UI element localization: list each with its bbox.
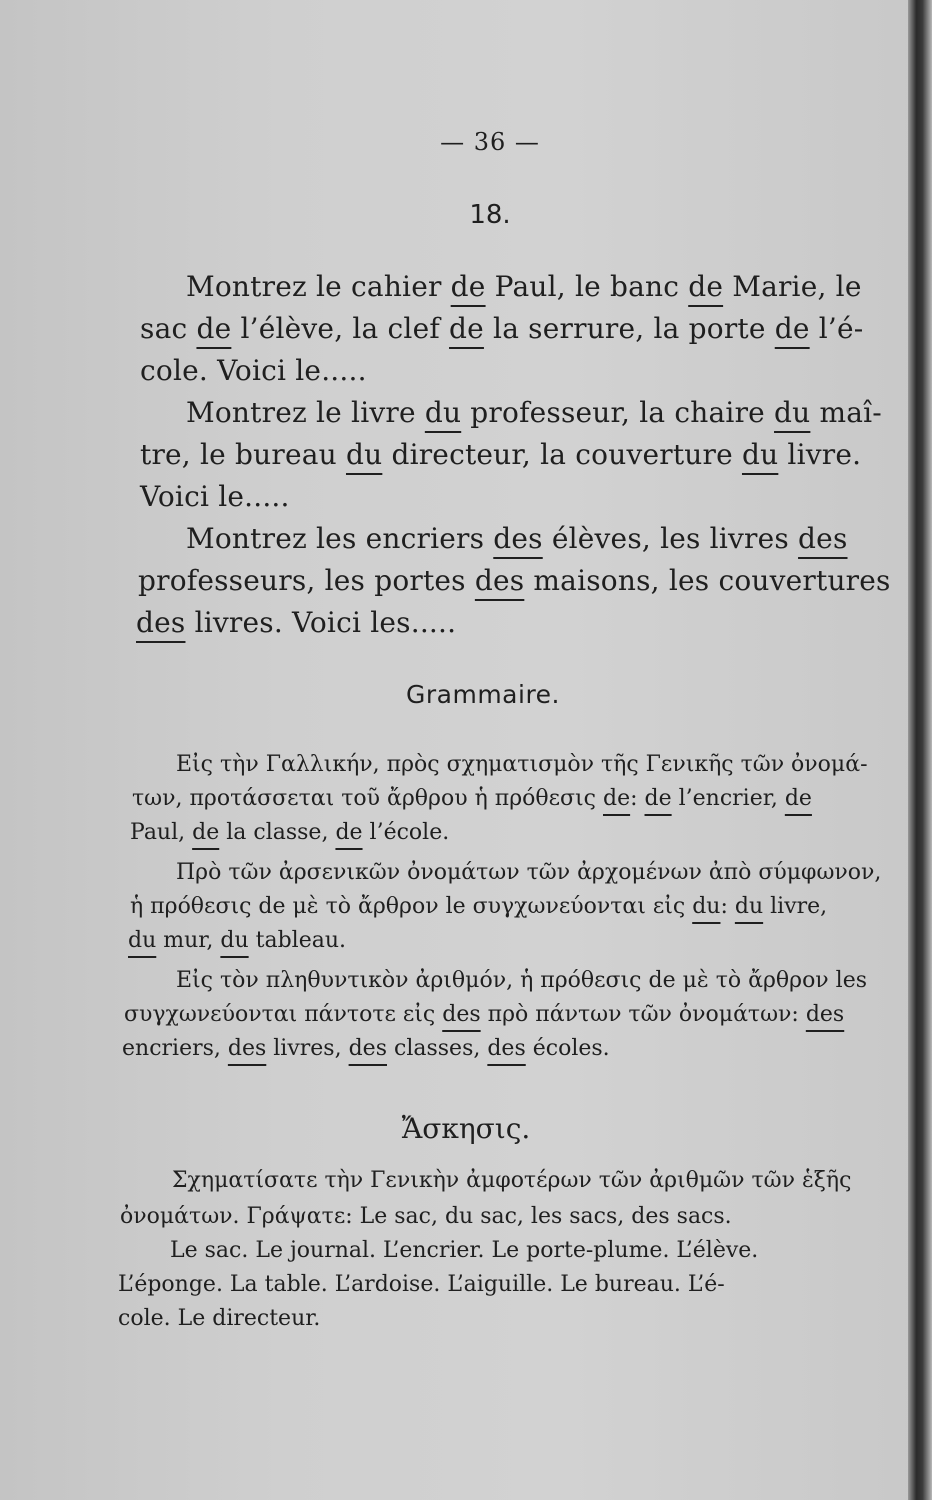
page-number: — 36 — <box>440 128 540 156</box>
text-run: l’élève, la clef <box>231 312 450 345</box>
text-run: : <box>720 894 735 919</box>
text-run: Marie, le <box>723 270 862 303</box>
text-line: cole. Le directeur. <box>118 1306 321 1331</box>
text-line <box>124 1002 844 1027</box>
text-run: tre, le bureau <box>140 438 346 471</box>
text-line: Εἰς τὴν Γαλλικήν, πρὸς σχηματισμὸν τῆς Γενικῆς τῶν ὀνομά- <box>176 752 868 777</box>
text-run: classes, <box>387 1036 488 1061</box>
text-run: écoles. <box>525 1036 610 1061</box>
text-run: livre, <box>763 894 828 919</box>
underlined-preposition: de <box>774 312 810 345</box>
underlined-preposition: de <box>335 820 363 845</box>
text-run: : <box>630 786 645 811</box>
underlined-preposition: des <box>493 522 543 555</box>
text-line <box>132 786 812 811</box>
underlined-preposition: de <box>688 270 724 303</box>
underlined-preposition: du <box>345 438 383 471</box>
underlined-preposition: du <box>424 396 462 429</box>
exercise-heading: Ἄσκησις. <box>401 1112 531 1145</box>
underlined-preposition: de <box>784 786 812 811</box>
text-line <box>136 606 456 639</box>
text-run: la serrure, la porte <box>483 312 775 345</box>
text-run: directeur, la couverture <box>382 438 742 471</box>
underlined-preposition: des <box>805 1002 845 1027</box>
text-line <box>130 894 827 919</box>
text-run: livre. <box>778 438 862 471</box>
text-run: πρὸ πάντων τῶν ὀνομάτων: <box>480 1002 806 1027</box>
text-run: l’encrier, <box>671 786 785 811</box>
text-line <box>140 312 863 345</box>
text-run: maisons, les couvertures <box>524 564 891 597</box>
text-line: Σχηματίσατε τὴν Γενικὴν ἀμφοτέρων τῶν ἀριθμῶν τῶν ἑξῆς <box>172 1168 852 1193</box>
underlined-preposition: des <box>474 564 525 597</box>
lesson-number: 18. <box>469 200 511 230</box>
text-line: cole. Voici le..... <box>140 354 367 387</box>
underlined-preposition: des <box>348 1036 387 1061</box>
text-run: Montrez les encriers <box>186 522 494 555</box>
underlined-preposition: de <box>603 786 631 811</box>
text-run: mur, <box>156 928 221 953</box>
text-run: professeurs, les portes <box>138 564 475 597</box>
text-run: maî- <box>810 396 882 429</box>
text-line <box>186 396 882 429</box>
underlined-preposition: des <box>798 522 848 555</box>
text-line <box>140 438 861 471</box>
text-line <box>138 564 891 597</box>
text-line <box>128 928 346 953</box>
text-run: livres. Voici les..... <box>185 606 457 639</box>
underlined-preposition: de <box>196 312 232 345</box>
text-line: Πρὸ τῶν ἀρσενικῶν ὀνομάτων τῶν ἀρχομένων ἀπὸ σύμφωνον, <box>176 860 882 885</box>
underlined-preposition: des <box>442 1002 481 1027</box>
underlined-preposition: des <box>487 1036 526 1061</box>
underlined-preposition: de <box>450 270 486 303</box>
underlined-preposition: du <box>741 438 779 471</box>
grammar-heading: Grammaire. <box>406 680 560 709</box>
text-run: l’é- <box>809 312 864 345</box>
text-line <box>186 270 862 303</box>
underlined-preposition: du <box>128 928 157 953</box>
text-run: Montrez le livre <box>186 396 425 429</box>
underlined-preposition: des <box>136 606 186 639</box>
underlined-preposition: du <box>692 894 721 919</box>
text-run: Paul, le banc <box>485 270 689 303</box>
underlined-preposition: de <box>644 786 672 811</box>
text-line: ὀνομάτων. Γράψατε: Le sac, du sac, les sacs, des sacs. <box>120 1204 732 1229</box>
text-run: ἡ πρόθεσις de μὲ τὸ ἄρθρον le συγχωνεύονται εἰς <box>130 894 693 919</box>
text-line: Εἰς τὸν πληθυντικὸν ἀριθμόν, ἡ πρόθεσις de μὲ τὸ ἄρθρον les <box>176 968 868 993</box>
text-run: Montrez le cahier <box>186 270 451 303</box>
text-run: professeur, la chaire <box>461 396 775 429</box>
underlined-preposition: du <box>774 396 811 429</box>
text-line: Le sac. Le journal. L’encrier. Le porte-plume. L’élève. <box>170 1238 759 1263</box>
underlined-preposition: du <box>220 928 249 953</box>
text-run: encriers, <box>122 1036 228 1061</box>
text-run: l’école. <box>362 820 450 845</box>
underlined-preposition: du <box>734 894 764 919</box>
text-run: συγχωνεύονται πάντοτε εἰς <box>124 1002 443 1027</box>
text-line <box>186 522 848 555</box>
underlined-preposition: des <box>227 1036 267 1061</box>
underlined-preposition: de <box>192 820 220 845</box>
text-line: Voici le..... <box>140 480 290 513</box>
text-run: livres, <box>266 1036 349 1061</box>
text-line: L’éponge. La table. L’ardoise. L’aiguille. Le bureau. L’é- <box>118 1272 725 1297</box>
text-run: tableau. <box>248 928 347 953</box>
text-run: sac <box>140 312 197 345</box>
text-run: Paul, <box>130 820 193 845</box>
text-line <box>122 1036 610 1061</box>
text-line <box>130 820 449 845</box>
text-run: la classe, <box>219 820 336 845</box>
text-run: των, προτάσσεται τοῦ ἄρθρου ἡ πρόθεσις <box>132 786 603 811</box>
underlined-preposition: de <box>449 312 484 345</box>
text-run: élèves, les livres <box>542 522 799 555</box>
